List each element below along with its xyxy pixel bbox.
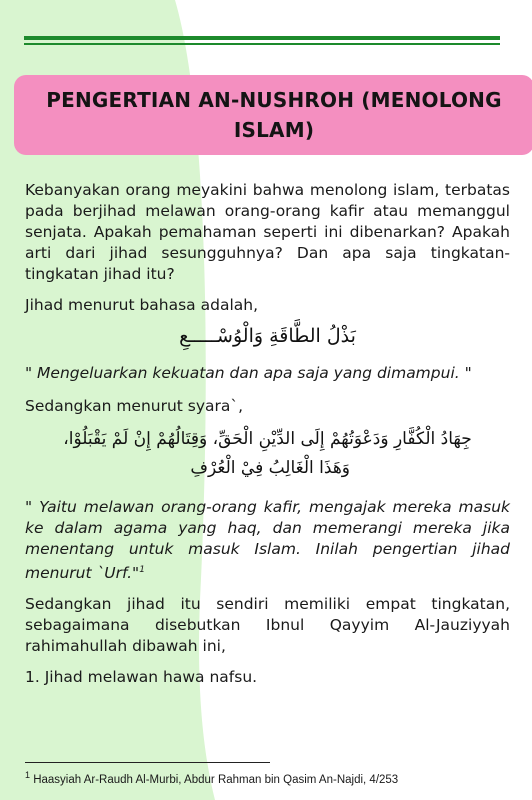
footnote [25,770,525,786]
arabic-syara-line-2: وَهَذَا الْغَالِبُ فِيْ الْعُرْفِ [190,458,350,478]
title-banner [14,75,532,155]
levels-intro: Sedangkan jihad itu sendiri memiliki empat tingkatan, sebagaimana disebutkan Ibnul Qayyim Al-Jauziyyah rahimahullah dibawah ini, [25,595,510,656]
syara-translation-text: " Yaitu melawan orang-orang kafir, mengajak mereka masuk ke dalam agama yang haq, dan memerangi mereka jika menentang untuk masuk Islam. Inilah pengertian jihad menurut `Urf." [25,498,510,583]
footnote-number: 1 [25,770,31,780]
list-item: 1. Jihad melawan hawa nafsu. [25,668,258,687]
arabic-syara-line-1: جِهَادُ الْكُفَّارِ وَدَعْوَتُهُمْ إِلَى الدِّيْنِ الْحَقِّ، وَقِتَالُهُمْ إِنْ لَمْ يَقْبَلُوْا، [63,429,472,449]
main-content [25,180,510,688]
footnote-divider [25,762,270,763]
syara-intro: Sedangkan menurut syara`, [25,397,244,415]
lughah-intro: Jihad menurut bahasa adalah, [25,296,258,314]
footnote-reference: 1 [139,565,145,575]
header-rule [24,36,500,40]
syara-translation [25,497,510,584]
arabic-lughah: بَذْلُ الطَّاقَةِ وَالْوُسْـــــعِ [179,325,356,347]
lughah-translation: " Mengeluarkan kekuatan dan apa saja yang dimampui. " [25,364,472,382]
intro-paragraph: Kebanyakan orang meyakini bahwa menolong islam, terbatas pada berjihad melawan orang-orang kafir atau memanggul senjata. Apakah pemahaman seperti ini dibenarkan? Apakah arti dari jihad sesungguhnya? Dan apa saja tingkatan-tingkatan jihad itu? [25,181,510,283]
page-title: PENGERTIAN AN-NUSHROH (MENOLONG ISLAM) [46,88,502,142]
footnote-text: Haasyiah Ar-Raudh Al-Murbi, Abdur Rahman bin Qasim An-Najdi, 4/253 [30,773,399,786]
header-rule-thin [24,43,500,45]
